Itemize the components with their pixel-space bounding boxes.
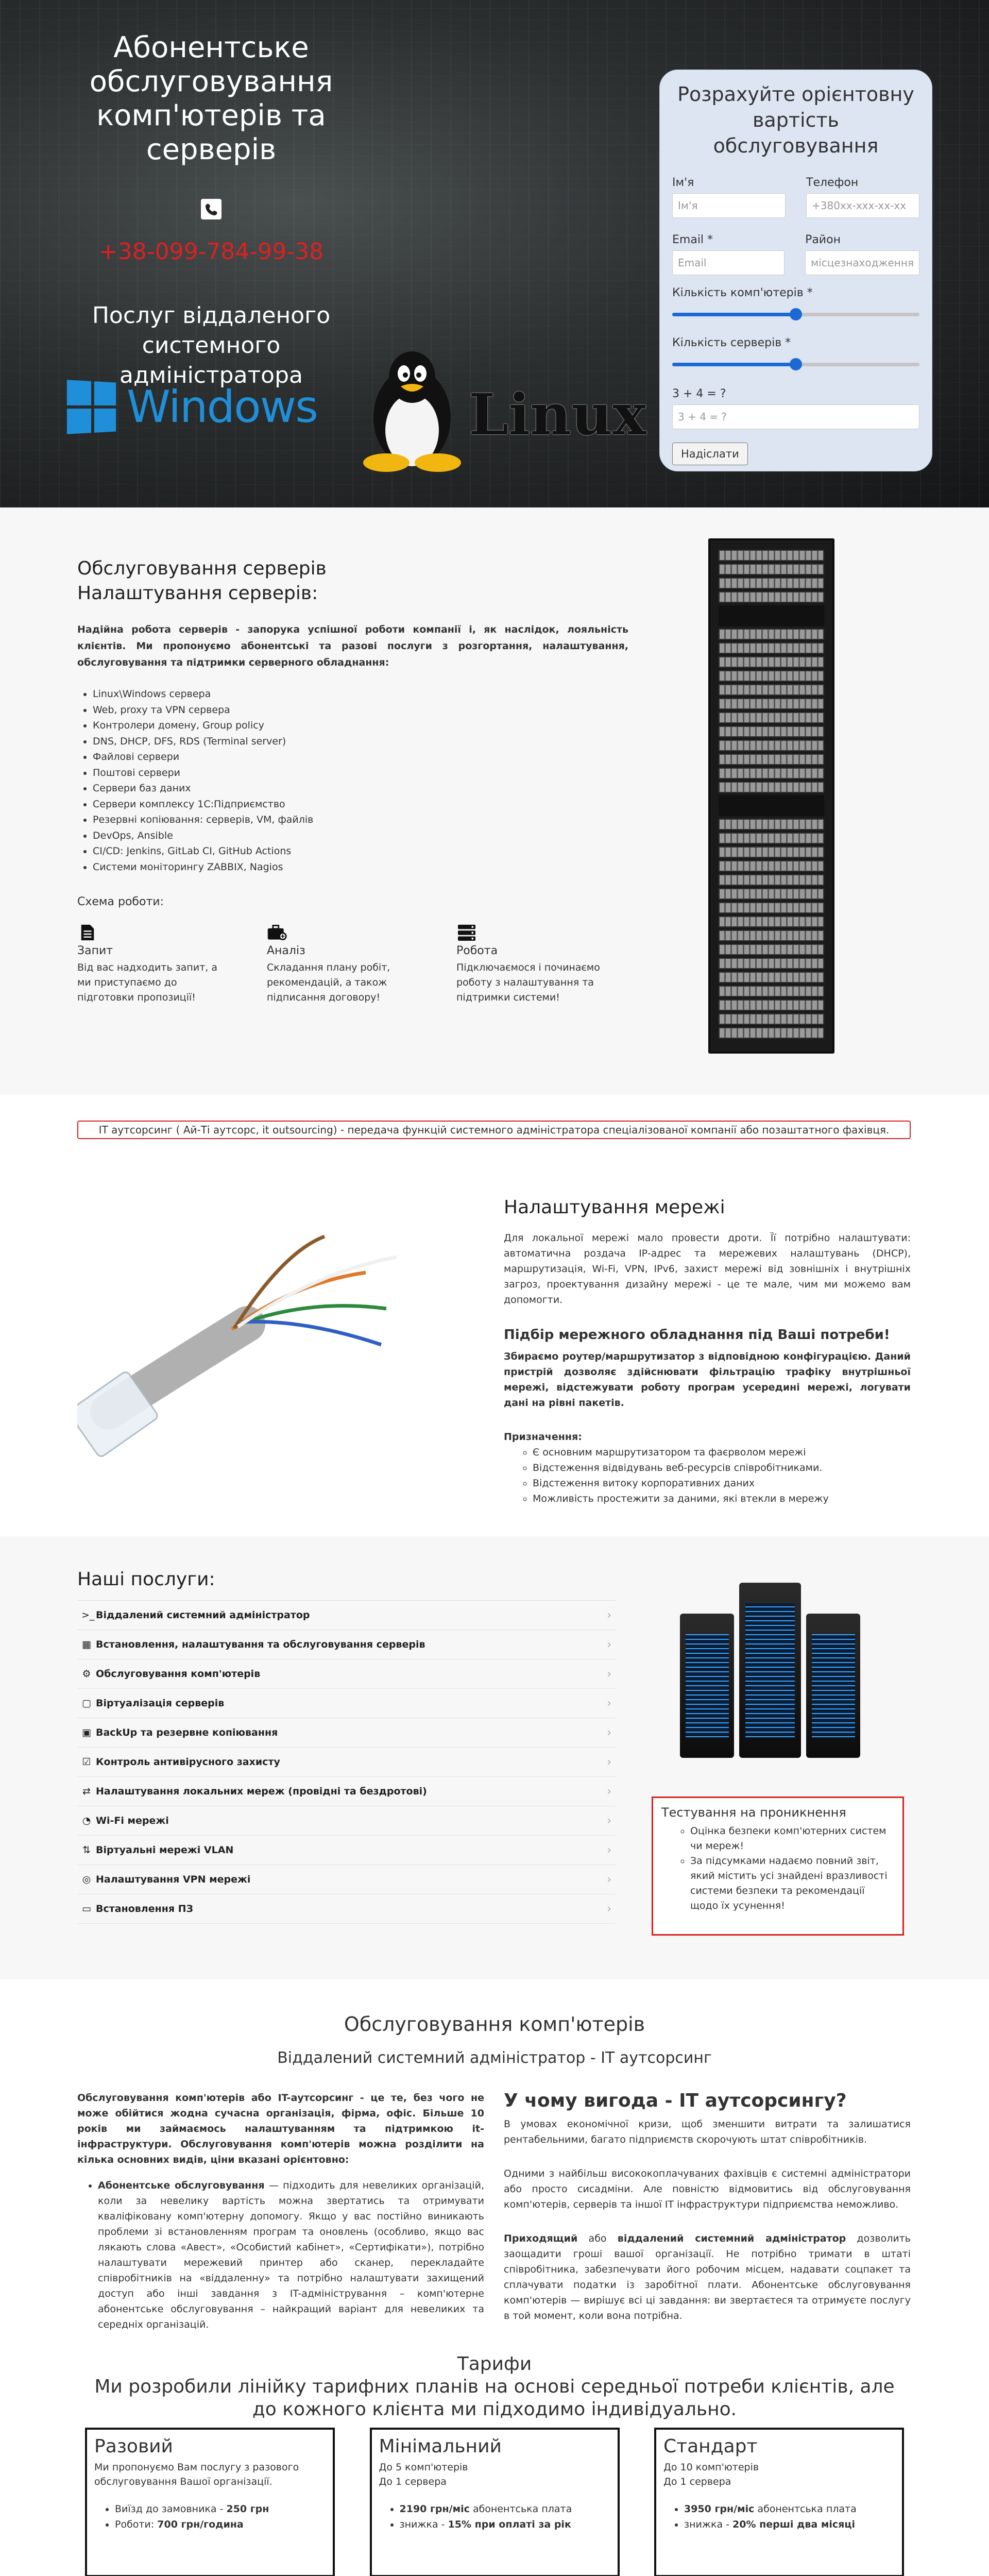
rack-unit	[719, 958, 824, 969]
tariff-price-line	[684, 2517, 895, 2532]
pentest-item: ◦ За підсумками надаємо повний звіт, який містить усі знайдені вразливості системи безпеки та рекомендації щодо їх усунення!	[690, 1854, 894, 1913]
rack-unit	[719, 1013, 824, 1025]
chevron-right-icon: ›	[607, 1785, 611, 1798]
rack-unit	[719, 578, 824, 589]
scheme-title: Схема роботи:	[77, 895, 164, 908]
purpose-item: ◦ Відстеження витоку корпоративних даних	[533, 1476, 911, 1491]
rack-unit	[719, 564, 824, 575]
service-label: Віддалений системний адміністратор	[96, 1609, 310, 1621]
step-text: Підключаємося і починаємо роботу з налаштування та підтримки системи!	[456, 962, 600, 1003]
service-icon: >_	[81, 1609, 95, 1621]
service-label: Налаштування локальних мереж (провідні та бездротові)	[96, 1786, 427, 1797]
purpose-item: ◦ Відстеження відвідувань веб-ресурсів співробітниками.	[533, 1460, 911, 1476]
service-label: Віртуальні мережі VLAN	[96, 1844, 234, 1856]
rack-unit	[719, 902, 824, 913]
server-feature-item: • Файлові сервери	[93, 749, 628, 765]
servers-count-label: Кількість серверів *	[672, 336, 791, 349]
tariff-name: Разовий	[94, 2436, 173, 2457]
rack-unit	[719, 656, 824, 668]
service-accordion-item[interactable]	[77, 1777, 616, 1806]
rack-unit	[719, 712, 824, 723]
benefit-bold: віддалений системний адміністратор	[617, 2233, 846, 2244]
rack-unit	[719, 846, 824, 858]
network-subtitle: Підбір мережного обладнання під Ваші потреби!	[504, 1327, 890, 1343]
step-title: Запит	[77, 944, 113, 957]
rack-unit	[719, 629, 824, 640]
network-paragraph: Для локальної мережі мало провести дроти. Її потрібно налаштувати: автоматична роздача IP-адрес та мережевих налаштувань (DHCP), маршрутизація, Wi-Fi, VPN, IPv6, захист мережі від зовнішніх і внутрішніх загроз, проектування дизайну мережі - це те мале, чим ми можемо вам допомогти.	[504, 1232, 911, 1306]
rack-unit	[719, 860, 824, 872]
service-label: Налаштування VPN мережі	[96, 1874, 251, 1885]
linux-label: Linux	[469, 381, 646, 448]
tariff-price-line	[115, 2517, 326, 2532]
tariff-card	[654, 2428, 904, 2576]
benefit-title: У чому вигода - IT аутсорсингу?	[504, 2090, 847, 2111]
benefit-bold: Приходящий	[504, 2233, 578, 2244]
step-title: Робота	[456, 944, 498, 957]
purpose-title: Призначення:	[504, 1431, 582, 1443]
computers-subtitle: Віддалений системний адміністратор - IT аутсорсинг	[277, 2049, 712, 2067]
rack-unit	[719, 684, 824, 696]
service-accordion-item[interactable]	[77, 1748, 616, 1777]
benefit-paragraph	[504, 2231, 911, 2324]
server-feature-item: • DNS, DHCP, DFS, RDS (Terminal server)	[93, 734, 628, 750]
rack-unit	[719, 986, 824, 997]
rack-unit	[719, 819, 824, 830]
rack-unit	[719, 591, 824, 603]
chevron-right-icon: ›	[607, 1667, 611, 1681]
step-text: Складання плану робіт, рекомендацій, а також підписання договору!	[267, 962, 390, 1003]
service-icon: ▢	[82, 1698, 91, 1709]
network-cable-image	[77, 1190, 428, 1461]
cost-calculator-form	[659, 70, 932, 471]
services-section	[0, 1536, 989, 1979]
name-label: Ім'я	[672, 176, 694, 189]
service-icon: ▣	[82, 1727, 91, 1738]
rack-unit	[719, 726, 824, 737]
email-input[interactable]: Email	[672, 250, 785, 275]
chevron-right-icon: ›	[607, 1608, 611, 1622]
server-towers-image	[675, 1567, 871, 1768]
tariff-card	[85, 2428, 335, 2576]
purpose-list	[504, 1445, 911, 1506]
computers-section	[0, 1979, 989, 2576]
pentest-item: ◦ Оцінка безпеки комп'ютерних систем чи мереж!	[690, 1824, 894, 1854]
rack-unit	[719, 930, 824, 941]
tux-penguin-icon	[355, 345, 469, 477]
service-icon: ▦	[82, 1639, 91, 1650]
rack-unit	[719, 833, 824, 844]
rack-unit	[719, 1027, 824, 1039]
service-icon: ☑	[82, 1756, 91, 1768]
email-label: Email *	[672, 233, 713, 246]
rack-unit	[719, 999, 824, 1011]
slider-handle[interactable]	[790, 358, 802, 370]
servers-subtitle: Налаштування серверів:	[77, 583, 318, 604]
service-icon: ⇅	[82, 1844, 91, 1856]
rack-unit	[719, 605, 824, 626]
service-label: Обслуговування комп'ютерів	[96, 1668, 261, 1680]
tariff-line-value: 15% при оплаті за рік	[448, 2519, 571, 2530]
submit-button[interactable]: Надіслати	[672, 443, 748, 465]
server-feature-item: • CI/CD: Jenkins, GitLab CI, GitHub Actions	[93, 843, 628, 859]
step-text: Від вас надходить запит, а ми приступаємо до підготовки пропозиції!	[77, 962, 217, 1003]
rack-unit	[719, 670, 824, 682]
rack-unit	[719, 768, 824, 779]
rack-unit	[719, 754, 824, 765]
briefcase-icon	[267, 924, 287, 941]
rack-unit	[719, 888, 824, 900]
rack-unit	[719, 698, 824, 709]
server-feature-item: • Сервери комплексу 1С:Підприємство	[93, 796, 628, 812]
tariff-line-value: 2190 грн/міс	[399, 2503, 470, 2515]
calc-form-title: Розрахуйте орієнтовну вартість обслуговування	[677, 83, 914, 157]
tariff-line-text: знижка -	[399, 2519, 448, 2530]
server-feature-item: • Резервні копіювання: серверів, VM, файлів	[93, 812, 628, 828]
captcha-input[interactable]: 3 + 4 = ?	[672, 404, 919, 429]
subscription-item	[98, 2178, 484, 2332]
tariff-line-value: 20% перші два місяці	[732, 2519, 855, 2530]
windows-label: Windows	[127, 381, 317, 433]
tariffs-subtitle: Ми розробили лінійку тарифних планів на основі середньої потреби клієнтів, але до кожного клієнта ми підходимо індивідуально.	[94, 2376, 895, 2420]
tariff-price-line	[400, 2501, 610, 2517]
rack-unit	[719, 795, 824, 816]
service-label: Встановлення, налаштування та обслуговування серверів	[96, 1639, 425, 1650]
tariff-name: Мінімальний	[379, 2436, 502, 2457]
tariff-price-line	[684, 2501, 895, 2517]
service-icon: ⇄	[82, 1786, 91, 1797]
chevron-right-icon: ›	[607, 1873, 611, 1886]
outsource-definition-banner: IT аутсорсинг ( Ай-Ті аутсорс, it outsourcing) - передача функцій системного адміністратора спеціалізованої компанії або позаштатного фахівця.	[77, 1121, 911, 1139]
subscription-bold: Абонентське обслуговування	[98, 2180, 265, 2191]
servers-count-slider[interactable]	[672, 357, 919, 372]
hero-title: Абонентське обслуговування комп'ютерів та серверів	[89, 31, 333, 166]
servers-intro: Надійна робота серверів - запорука успішної роботи компанії і, як наслідок, лояльність клієнтів. Ми пропонуємо абонентські та разові послуги з розгортання, налаштування, обслуговування та підтримки серверного обладнання:	[77, 624, 628, 668]
chevron-right-icon: ›	[607, 1638, 611, 1651]
services-title: Наші послуги:	[77, 1569, 215, 1590]
server-feature-item: • Сервери баз даних	[93, 781, 628, 796]
rack-unit	[719, 740, 824, 751]
phone-icon	[199, 198, 224, 223]
name-input[interactable]: Ім'я	[672, 193, 786, 218]
server-feature-item: • Контролери домену, Group policy	[93, 718, 628, 734]
server-feature-item: • Web, proxy та VPN сервера	[93, 702, 628, 718]
service-accordion-item[interactable]	[77, 1601, 616, 1630]
windows-flag-icon	[67, 380, 116, 434]
chevron-right-icon: ›	[607, 1755, 611, 1769]
servers-feature-list	[77, 686, 628, 875]
servers-section	[0, 507, 989, 1095]
rack-unit	[719, 944, 824, 955]
purpose-item: ◦ Є основним маршрутизатором та фаєрволом мережі	[533, 1445, 911, 1460]
benefit-text: дозволить заощадити гроші вашої організації. Не потрібно тримати в штаті співробітника, забезпечувати його робочим місцем, надавати соцпакет та сплачувати податки із заробітної плати. Абонентське обслуговування комп'ютерів — вирішує всі ці завдання: ви звертаєтеся та отримуєте послугу в той момент, коли вона потрібна.	[504, 2233, 911, 2321]
phone-label: Телефон	[806, 176, 859, 189]
service-accordion-item[interactable]	[77, 1806, 616, 1836]
tariff-price-line	[115, 2501, 326, 2517]
hero-subtitle: Послуг віддаленого системного адміністратора	[92, 302, 331, 388]
step-work	[456, 924, 611, 1005]
tariff-card	[370, 2428, 620, 2576]
services-accordion	[77, 1600, 616, 1924]
service-accordion-item[interactable]	[77, 1894, 616, 1924]
servers-title: Обслуговування серверів	[77, 558, 327, 579]
server-feature-item: • DevOps, Ansible	[93, 828, 628, 844]
service-accordion-item[interactable]	[77, 1718, 616, 1748]
tariff-line-text: знижка -	[684, 2519, 733, 2530]
service-accordion-item[interactable]	[77, 1630, 616, 1659]
tariff-description: До 10 комп'ютерів До 1 сервера	[663, 2462, 759, 2487]
service-label: BackUp та резервне копіювання	[96, 1727, 278, 1738]
tariff-line-text: Роботи:	[115, 2519, 158, 2530]
subscription-text: — підходить для невеликих організацій, коли за невелику вартість можна звертатись та отримувати кваліфіковану комп'ютерну допомогу. Якщо у вас постійно виникають проблеми зі встановленням програм та оновлень (особливо, якщо вас лякають слова «Авест», «Особистий кабінет», «Сертифікати»), потрібно налаштувати мережевий принтер або сканер, перекладайте співробітників на «віддаленну» та потрібно налаштувати захищений доступ або інші завдання з IT-адміністрування – комп'ютерне абонентське обслуговування – найкращий варіант для невеликих та середніх організацій.	[98, 2180, 484, 2330]
service-label: Віртуалізація серверів	[96, 1698, 225, 1709]
chevron-right-icon: ›	[607, 1697, 611, 1710]
tariff-description: Ми пропонуємо Вам послугу з разового обслуговування Вашої організації.	[94, 2462, 299, 2487]
step-request	[77, 924, 232, 1005]
tariffs-title: Тарифи	[457, 2353, 532, 2375]
slider-handle[interactable]	[790, 308, 802, 320]
tariff-line-value: 700 грн/година	[157, 2519, 244, 2530]
service-icon: ◎	[82, 1874, 91, 1885]
rack-unit	[719, 874, 824, 886]
server-feature-item: • Системи моніторингу ZABBIX, Nagios	[93, 859, 628, 875]
hero-phone-link[interactable]: +38-099-784-99-38	[98, 239, 324, 265]
tariff-cards	[85, 2428, 904, 2576]
os-logos	[67, 335, 646, 474]
file-text-icon	[77, 924, 98, 941]
rack-unit	[719, 642, 824, 654]
step-title: Аналіз	[267, 944, 305, 957]
chevron-right-icon: ›	[607, 1814, 611, 1827]
service-label: Контроль антивірусного захисту	[96, 1756, 280, 1768]
service-accordion-item[interactable]	[77, 1659, 616, 1689]
service-icon: ▭	[82, 1903, 91, 1914]
tariff-line-value: 3950 грн/міс	[684, 2503, 755, 2515]
network-title: Налаштування мережі	[504, 1197, 725, 1218]
service-label: Встановлення ПЗ	[96, 1903, 194, 1914]
service-accordion-item[interactable]	[77, 1865, 616, 1894]
service-label: Wi-Fi мережі	[96, 1815, 169, 1826]
router-paragraph: Збираємо роутер/маршрутизатор з відповідною конфігурацією. Даний пристрій дозволяє здійснювати фільтрацію трафіку внутрішньої мережі, відстежувати роботу програм усередині мережі, логувати дані на рівні пакетів.	[504, 1351, 911, 1409]
pentest-title: Тестування на проникнення	[661, 1805, 846, 1820]
step-analysis	[267, 924, 421, 1005]
tariff-line-text: абонентська плата	[469, 2503, 572, 2515]
network-section	[0, 1149, 989, 1535]
tariff-line-text: абонентська плата	[754, 2503, 857, 2515]
server-feature-item: • Поштові сервери	[93, 765, 628, 781]
captcha-label: 3 + 4 = ?	[672, 387, 726, 400]
district-input[interactable]: місцезнаходження	[805, 250, 919, 275]
rack-unit	[719, 916, 824, 927]
rack-unit	[719, 550, 824, 561]
benefit-text: або	[577, 2233, 618, 2244]
service-accordion-item[interactable]	[77, 1689, 616, 1718]
computers-title: Обслуговування комп'ютерів	[344, 2013, 645, 2036]
tariff-line-text: Виїзд до замовника -	[115, 2503, 227, 2515]
chevron-right-icon: ›	[607, 1843, 611, 1857]
computers-intro: Обслуговування комп'ютерів або IT-аутсорсинг - це те, без чого не може обійтися жодна сучасна організація, фірма, офіс. Більше 10 років ми займаємось налаштуванням та підтримкою it-інфраструктури. Обслуговування комп'ютерів можна розділити на кілька основних видів, ціни вказані орієнтовно:	[77, 2092, 484, 2165]
benefit-paragraph: В умовах економічної кризи, щоб зменшити витрати та залишатися рентабельними, багато підприємств скорочують штат співробітників.	[504, 2119, 911, 2145]
tariff-price-line	[400, 2517, 610, 2532]
server-rack-image	[708, 538, 834, 1054]
server-icon	[456, 924, 477, 941]
service-icon: ◔	[82, 1815, 91, 1826]
purpose-item: ◦ Можливість простежити за даними, які втекли в мережу	[533, 1491, 911, 1506]
phone-input[interactable]: +380xx-xxx-xx-xx	[806, 193, 919, 218]
server-feature-item: • Linux\Windows сервера	[93, 686, 628, 702]
tariff-line-value: 250 грн	[226, 2503, 269, 2515]
district-label: Район	[805, 233, 841, 246]
benefit-paragraph: Одними з найбільш висококоплачуваних фахівців є системні адміністратори або просто сисадміни. Але повністю відмовитись від обслуговування комп'ютерів, серверів та іншої IT інфраструктури підприємства неможливо.	[504, 2168, 911, 2210]
chevron-right-icon: ›	[607, 1726, 611, 1739]
service-accordion-item[interactable]	[77, 1836, 616, 1865]
tariffs-heading	[0, 2353, 989, 2421]
tariff-description: До 5 комп'ютерів До 1 сервера	[379, 2462, 468, 2487]
chevron-right-icon: ›	[607, 1902, 611, 1916]
tariff-name: Стандарт	[663, 2436, 758, 2457]
rack-unit	[719, 972, 824, 983]
hero-section	[0, 0, 989, 507]
rack-unit	[719, 782, 824, 793]
windows-logo	[67, 381, 317, 433]
computers-count-label: Кількість комп'ютерів *	[672, 286, 813, 299]
service-icon: ⚙	[82, 1668, 91, 1680]
pentest-box	[652, 1797, 904, 1936]
computers-count-slider[interactable]	[672, 307, 919, 322]
